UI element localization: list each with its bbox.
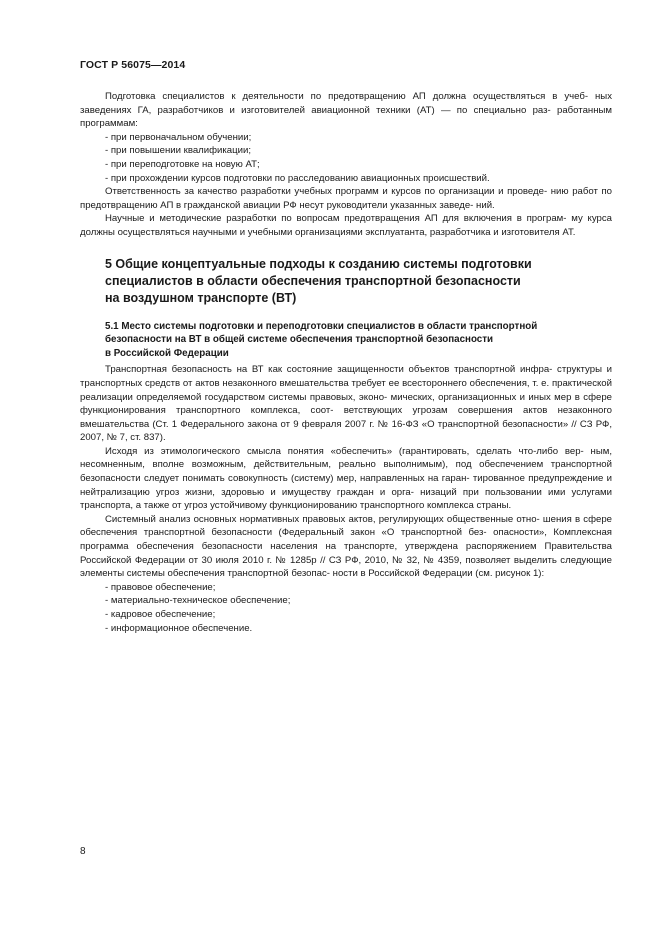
list-item: - материально-техническое обеспечение; [105, 595, 291, 607]
section-5-paragraph-1: Транспортная безопасность на ВТ как состояние защищенности объектов транспортной инфра- структуры и транспортных средств от актов незаконного вмешательства требует ее всестороннего обеспечения, т. е. практической реализации определяемой государством системы правовых, эконо- мических, организационных и иных мер в сфере функционирования транспортного комплекса, соот- ветствующих угрозам совершения актов незаконного вмешательства (Ст. 1 Федерального закона от 9 февраля 2007 г. № 16-ФЗ «О транспортной безопасности» // СЗ РФ, 2007, № 7, ст. 837). [80, 364, 612, 444]
document-header: ГОСТ Р 56075—2014 [80, 59, 186, 71]
subtitle-line: безопасности на ВТ в общей системе обеспечения транспортной безопасности [105, 334, 494, 346]
list-item: - при первоначальном обучении; [105, 131, 252, 143]
subtitle-line: в Российской Федерации [105, 347, 229, 359]
training-list [80, 131, 612, 185]
title-line: 5 Общие концептуальные подходы к созданию системы подготовки [105, 256, 532, 271]
section-5-paragraph-3: Системный анализ основных нормативных правовых актов, регулирующих общественные отно- шения в сфере обеспечения транспортной безопасности (Федеральный закон «О транспортной без- опасности», Комплексная программа обеспечения безопасности населения на транспорте, утверждена распоряжением Правительства Российской Федерации от 30 июля 2010 г. № 1285р // СЗ РФ, 2010, № 32, № 4359, позволяет выделить следующие элементы системы обеспечения транспортной безопас- ности в Российской Федерации (см. рисунок 1): [80, 513, 612, 580]
intro-paragraph-2: Ответственность за качество разработки учебных программ и курсов по организации и проведе- нию работ по предотвращению АП в гражданской авиации РФ несут руководители указанных заведе- ний. [80, 186, 612, 211]
text-line: ных заведениях ГА, разработчиков и изготовителей авиационной техники (АТ) — по специально раз- [80, 91, 612, 116]
security-elements-list [80, 581, 612, 635]
text-line: работанным программам: [80, 104, 612, 130]
section-5-title [80, 256, 612, 307]
list-item: - при переподготовке на новую АТ; [105, 158, 260, 170]
title-line: специалистов в области обеспечения транспортной безопасности [105, 273, 521, 288]
intro-paragraph-1 [80, 90, 612, 131]
list-item: - кадровое обеспечение; [105, 609, 216, 620]
list-item: - информационное обеспечение. [105, 622, 253, 634]
list-item: - при повышении квалификации; [105, 145, 252, 157]
list-item: - правовое обеспечение; [105, 581, 216, 593]
page-body [80, 90, 612, 635]
section-5-paragraph-2: Исходя из этимологического смысла понятия «обеспечить» (гарантировать, сделать что-либо вер- ным, несомненным, вполне возможным, действительным, реально выполнимым), под обеспечением транспортной безопасности следует понимать совокупность (систему) мер, направленных на гаран- тированное предупреждение и нейтрализацию угроз жизни, здоровью и имуществу граждан и орга- низаций при пользовании ими услугами транспорта, а также от угроз устойчивому функционированию транспортного комплекса страны. [80, 445, 612, 512]
subtitle-line: 5.1 Место системы подготовки и переподготовки специалистов в области транспортной [105, 320, 538, 332]
subsection-5-1-title [80, 320, 612, 361]
list-item: - при прохождении курсов подготовки по расследованию авиационных происшествий. [105, 172, 490, 184]
page-number: 8 [80, 846, 86, 857]
text-line: Подготовка специалистов к деятельности по предотвращению АП должна осуществляться в учеб- [105, 91, 589, 102]
intro-paragraph-3: Научные и методические разработки по вопросам предотвращения АП для включения в програм- му курса должны осуществляться научными и учебными организациями эксплуатанта, разработчика и изготовителя АТ. [80, 213, 612, 238]
title-line: на воздушном транспорте (ВТ) [105, 290, 297, 305]
